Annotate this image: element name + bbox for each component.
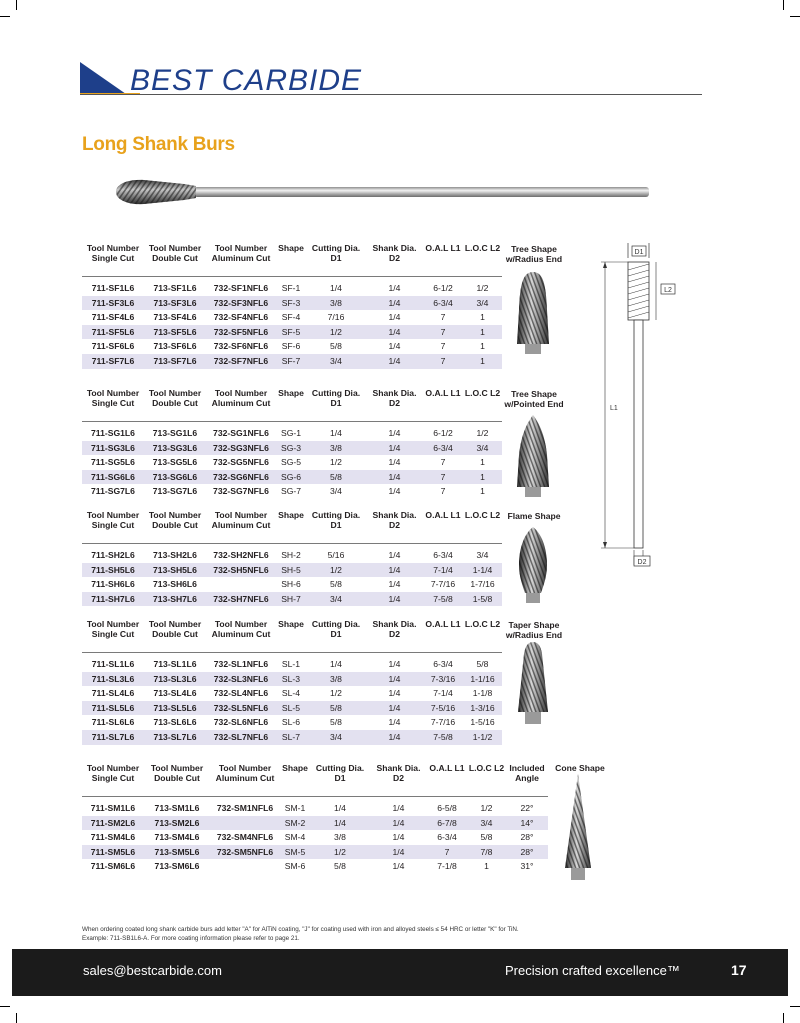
col-header-aluminum: Tool Number Aluminum Cut (211, 388, 271, 408)
crop-mark (783, 1013, 784, 1023)
crop-mark (16, 1013, 17, 1023)
table-row: 711-SF6L6 713-SF6L6 732-SF6NFL6 SF-6 5/8 1/4 7 1 (91, 341, 485, 352)
table-row: 711-SL4L6 713-SL4L6 732-SL4NFL6 SL-4 1/2 1/4 7-1/4 1-1/8 (91, 688, 493, 699)
col-header-single: Tool Number Single Cut (86, 510, 140, 530)
l1-label: L1 (610, 405, 618, 412)
crop-mark (0, 1006, 10, 1007)
col-header-cutting: Cutting Dia. D1 (311, 619, 361, 639)
table-row: 711-SM4L6 713-SM4L6 732-SM4NFL6 SM-4 3/8 1/4 6-3/4 5/8 28° (90, 832, 534, 843)
col-header-loc: L.O.C L2 (464, 510, 501, 520)
shape-title-tree-radius: Tree Shape w/Radius End (505, 244, 563, 264)
crop-mark (783, 0, 784, 10)
spec-table-flame (82, 510, 502, 606)
shape-title-tree-pointed: Tree Shape w/Pointed End (504, 389, 564, 409)
table-row: 711-SL5L6 713-SL5L6 732-SL5NFL6 SL-5 5/8 1/4 7-5/16 1-3/16 (82, 701, 502, 716)
l2-label: L2 (664, 287, 672, 294)
col-header-single: Tool Number Single Cut (86, 388, 140, 408)
table-row: 711-SF4L6 713-SF4L6 732-SF4NFL6 SF-4 7/16 1/4 7 1 (91, 312, 485, 323)
table-row: 711-SH7L6 713-SH7L6 732-SH7NFL6 SH-7 3/4 1/4 7-5/8 1-5/8 (82, 592, 502, 607)
col-header-loc: L.O.C L2 (468, 763, 505, 773)
spec-table-cone (82, 763, 548, 874)
col-header-loc: L.O.C L2 (464, 388, 501, 398)
table-row: 711-SG3L6 713-SG3L6 732-SG3NFL6 SG-3 3/8 1/4 6-3/4 3/4 (82, 441, 502, 456)
table-row: 711-SM5L6 713-SM5L6 732-SM5NFL6 SM-5 1/2 1/4 7 7/8 28° (82, 845, 548, 860)
table-row: 711-SL3L6 713-SL3L6 732-SL3NFL6 SL-3 3/8 1/4 7-3/16 1-1/16 (82, 672, 502, 687)
table-row: 711-SF3L6 713-SF3L6 732-SF3NFL6 SF-3 3/8 1/4 6-3/4 3/4 (82, 296, 502, 311)
col-header-cutting: Cutting Dia. D1 (311, 510, 361, 530)
table-row: 711-SH2L6 713-SH2L6 732-SH2NFL6 SH-2 5/16 1/4 6-3/4 3/4 (91, 550, 489, 560)
col-header-shank: Shank Dia. D2 (372, 388, 417, 408)
shape-title-taper-radius: Taper Shape w/Radius End (505, 620, 563, 640)
col-header-single: Tool Number Single Cut (86, 763, 140, 783)
col-header-angle: Included Angle (509, 763, 545, 783)
table-row: 711-SG5L6 713-SG5L6 732-SG5NFL6 SG-5 1/2 1/4 7 1 (91, 457, 485, 468)
crop-mark (790, 16, 800, 17)
col-header-single: Tool Number Single Cut (86, 243, 140, 263)
col-header-shank: Shank Dia. D2 (372, 243, 417, 263)
shape-title-flame: Flame Shape (507, 511, 561, 521)
d1-label: D1 (634, 249, 644, 256)
crop-mark (790, 1006, 800, 1007)
d2-label: D2 (637, 559, 647, 566)
col-header-cutting: Cutting Dia. D1 (311, 243, 361, 263)
col-header-loc: L.O.C L2 (464, 243, 501, 253)
table-row: 711-SM6L6 713-SM6L6 SM-6 5/8 1/4 7-1/8 1 31° (90, 861, 534, 872)
col-header-double: Tool Number Double Cut (150, 763, 204, 783)
spec-table-tree-pointed (82, 388, 502, 499)
tree-radius-bur-image (513, 270, 553, 356)
col-header-oal: O.A.L L1 (425, 510, 461, 520)
col-header-oal: O.A.L L1 (425, 243, 461, 253)
flame-bur-image (513, 525, 553, 605)
coating-note-line-1: When ordering coated long shank carbide burs add letter "A" for AlTiN coating, "J" for coating used with iron and alloyed steels ≤ 54 HRC or letter "K" for TiN. (82, 926, 519, 933)
col-header-cutting: Cutting Dia. D1 (311, 388, 361, 408)
col-header-aluminum: Tool Number Aluminum Cut (215, 763, 275, 783)
footer-email[interactable]: sales@bestcarbide.com (83, 963, 222, 978)
col-header-shank: Shank Dia. D2 (372, 510, 417, 530)
col-header-shape: Shape (278, 619, 304, 629)
col-header-double: Tool Number Double Cut (148, 510, 202, 530)
table-row: 711-SH5L6 713-SH5L6 732-SH5NFL6 SH-5 1/2 1/4 7-1/4 1-1/4 (82, 563, 502, 578)
cone-bur-image (560, 772, 596, 882)
col-header-loc: L.O.C L2 (464, 619, 501, 629)
long-shank-bur-image (114, 176, 654, 210)
table-row: 711-SF1L6 713-SF1L6 732-SF1NFL6 SF-1 1/4 1/4 6-1/2 1/2 (91, 283, 489, 293)
col-header-double: Tool Number Double Cut (148, 243, 202, 263)
spec-table-taper-radius (82, 619, 502, 745)
table-row: 711-SF5L6 713-SF5L6 732-SF5NFL6 SF-5 1/2 1/4 7 1 (82, 325, 502, 340)
table-row: 711-SL6L6 713-SL6L6 732-SL6NFL6 SL-6 5/8 1/4 7-7/16 1-5/16 (91, 717, 495, 728)
spec-table-tree-radius (82, 243, 502, 369)
table-row: 711-SM1L6 713-SM1L6 732-SM1NFL6 SM-1 1/4 1/4 6-5/8 1/2 22° (90, 803, 534, 813)
dimension-diagram (598, 240, 672, 570)
col-header-oal: O.A.L L1 (429, 763, 465, 773)
col-header-shank: Shank Dia. D2 (376, 763, 421, 783)
col-header-shape: Shape (278, 388, 304, 398)
col-header-shape: Shape (278, 510, 304, 520)
col-header-aluminum: Tool Number Aluminum Cut (211, 510, 271, 530)
table-row: 711-SL7L6 713-SL7L6 732-SL7NFL6 SL-7 3/4 1/4 7-5/8 1-1/2 (82, 730, 502, 745)
col-header-oal: O.A.L L1 (425, 619, 461, 629)
col-header-single: Tool Number Single Cut (86, 619, 140, 639)
table-row: 711-SF7L6 713-SF7L6 732-SF7NFL6 SF-7 3/4 1/4 7 1 (82, 354, 502, 369)
col-header-shape: Shape (278, 243, 304, 253)
table-row: 711-SM2L6 713-SM2L6 SM-2 1/4 1/4 6-7/8 3/4 14° (82, 816, 548, 831)
page-number: 17 (731, 962, 747, 978)
col-header-cutting: Cutting Dia. D1 (315, 763, 365, 783)
col-header-shape: Shape (282, 763, 308, 773)
shape-title-cone: Cone Shape (555, 763, 605, 773)
table-row: 711-SL1L6 713-SL1L6 732-SL1NFL6 SL-1 1/4 1/4 6-3/4 5/8 (91, 659, 489, 669)
table-row: 711-SG6L6 713-SG6L6 732-SG6NFL6 SG-6 5/8 1/4 7 1 (82, 470, 502, 485)
taper-radius-bur-image (513, 640, 553, 726)
page-title: Long Shank Burs (82, 134, 235, 155)
col-header-shank: Shank Dia. D2 (372, 619, 417, 639)
table-row: 711-SG1L6 713-SG1L6 732-SG1NFL6 SG-1 1/4 1/4 6-1/2 1/2 (91, 428, 489, 438)
footer-slogan: Precision crafted excellence™ (505, 963, 680, 978)
tree-pointed-bur-image (513, 413, 553, 499)
col-header-double: Tool Number Double Cut (148, 388, 202, 408)
coating-note (82, 925, 682, 943)
col-header-aluminum: Tool Number Aluminum Cut (211, 243, 271, 263)
brand-name: BEST CARBIDE (130, 64, 363, 97)
coating-note-line-2: Example: 711-SB1L6-A. For more coating information please refer to page 21. (82, 935, 300, 942)
col-header-oal: O.A.L L1 (425, 388, 461, 398)
col-header-double: Tool Number Double Cut (148, 619, 202, 639)
table-row: 711-SH6L6 713-SH6L6 SH-6 5/8 1/4 7-7/16 1-7/16 (91, 579, 495, 590)
crop-mark (16, 0, 17, 10)
table-row: 711-SG7L6 713-SG7L6 732-SG7NFL6 SG-7 3/4 1/4 7 1 (91, 486, 485, 497)
crop-mark (0, 16, 10, 17)
col-header-aluminum: Tool Number Aluminum Cut (211, 619, 271, 639)
